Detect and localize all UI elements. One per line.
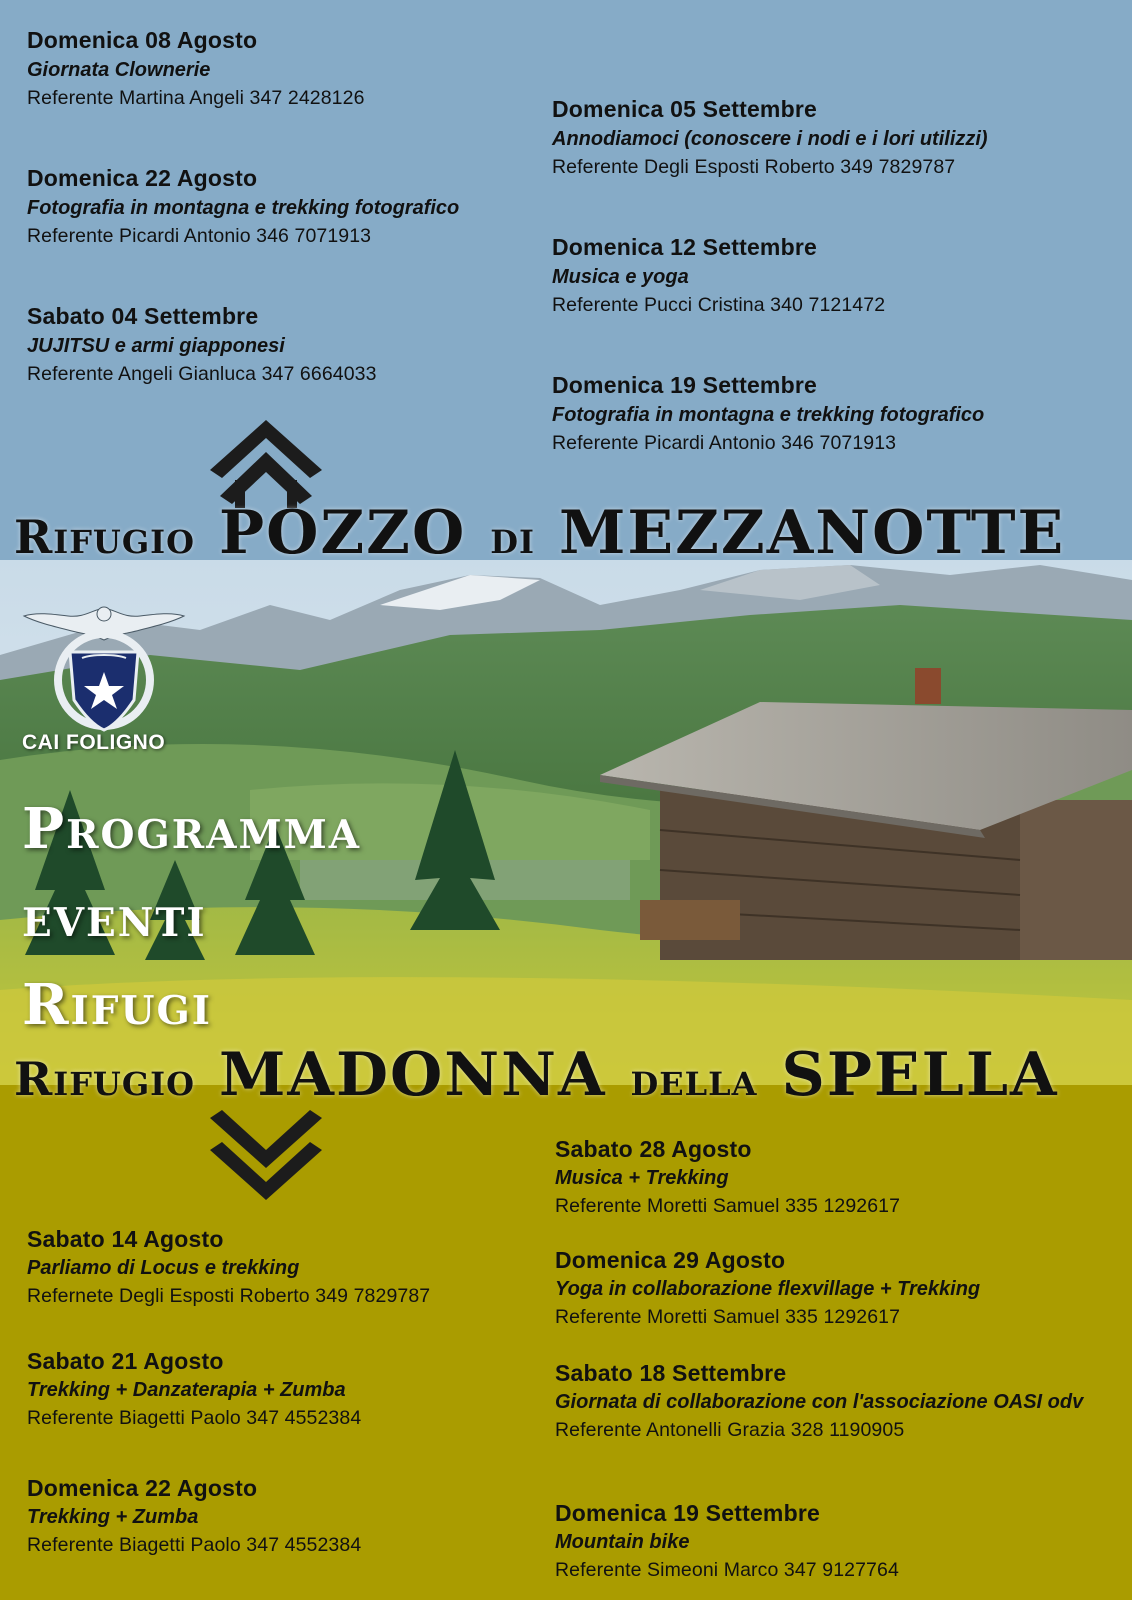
event-title: Fotografia in montagna e trekking fotografico bbox=[552, 403, 985, 426]
event-title: Trekking + Danzaterapia + Zumba bbox=[27, 1378, 346, 1401]
event-referent: Referente Angeli Gianluca 347 6664033 bbox=[27, 362, 377, 385]
event-date: Sabato 04 Settembre bbox=[27, 303, 259, 329]
event-item bbox=[27, 1348, 361, 1430]
event-date: Sabato 18 Settembre bbox=[555, 1360, 787, 1386]
event-date: Sabato 21 Agosto bbox=[27, 1348, 224, 1374]
event-date: Domenica 22 Agosto bbox=[27, 1475, 258, 1501]
event-item bbox=[552, 96, 988, 179]
event-item bbox=[555, 1500, 899, 1582]
event-item bbox=[552, 372, 984, 455]
event-referent: Referente Picardi Antonio 346 7071913 bbox=[552, 431, 897, 454]
heading-word: POZZO bbox=[219, 498, 467, 568]
program-line: Programma bbox=[22, 796, 362, 862]
cai-foligno-caption: CAI FOLIGNO bbox=[22, 731, 166, 754]
event-item bbox=[555, 1360, 1095, 1442]
event-item bbox=[27, 303, 377, 386]
event-date: Domenica 19 Settembre bbox=[552, 372, 817, 398]
event-date: Domenica 05 Settembre bbox=[552, 96, 817, 122]
up-arrow-icon bbox=[208, 418, 324, 510]
event-referent: Referente Moretti Samuel 335 1292617 bbox=[555, 1305, 901, 1328]
event-referent: Referente Moretti Samuel 335 1292617 bbox=[555, 1194, 901, 1217]
heading-word: di bbox=[490, 510, 535, 564]
event-date: Domenica 19 Settembre bbox=[555, 1500, 820, 1526]
heading-word: della bbox=[630, 1052, 758, 1106]
program-line: eventi bbox=[22, 884, 207, 950]
pozzo-heading bbox=[14, 498, 1065, 568]
event-referent: Refernete Degli Esposti Roberto 349 7829787 bbox=[27, 1284, 431, 1307]
event-title: Musica e yoga bbox=[552, 265, 689, 288]
down-arrow-icon bbox=[208, 1110, 324, 1202]
event-date: Domenica 08 Agosto bbox=[27, 27, 258, 53]
event-referent: Referente Degli Esposti Roberto 349 7829787 bbox=[552, 155, 956, 178]
heading-word: MEZZANOTTE bbox=[558, 498, 1066, 568]
spella-heading bbox=[14, 1040, 1059, 1110]
program-line: Rifugi bbox=[22, 972, 213, 1038]
event-item bbox=[555, 1136, 900, 1218]
event-referent: Referente Picardi Antonio 346 7071913 bbox=[27, 224, 372, 247]
event-item bbox=[27, 1226, 430, 1308]
event-item bbox=[555, 1247, 980, 1329]
heading-word: Rifugio bbox=[14, 510, 195, 564]
event-title: Yoga in collaborazione flexvillage + Trekking bbox=[555, 1277, 981, 1300]
event-title: Fotografia in montagna e trekking fotografico bbox=[27, 196, 460, 219]
event-date: Sabato 14 Agosto bbox=[27, 1226, 224, 1252]
heading-word: MADONNA bbox=[219, 1040, 607, 1110]
event-title: Giornata di collaborazione con l'associazione OASI odv bbox=[555, 1390, 1084, 1413]
event-title: Giornata Clownerie bbox=[27, 58, 211, 81]
event-title: Mountain bike bbox=[555, 1530, 690, 1553]
event-title: Trekking + Zumba bbox=[27, 1505, 199, 1528]
event-referent: Referente Biagetti Paolo 347 4552384 bbox=[27, 1533, 362, 1556]
event-referent: Referente Pucci Cristina 340 7121472 bbox=[552, 293, 886, 316]
heading-word: SPELLA bbox=[781, 1040, 1059, 1110]
event-item bbox=[27, 1475, 361, 1557]
event-date: Domenica 29 Agosto bbox=[555, 1247, 786, 1273]
event-referent: Referente Antonelli Grazia 328 1190905 bbox=[555, 1418, 905, 1441]
event-title: Parliamo di Locus e trekking bbox=[27, 1256, 300, 1279]
event-title: Musica + Trekking bbox=[555, 1166, 729, 1189]
event-date: Sabato 28 Agosto bbox=[555, 1136, 752, 1162]
program-title bbox=[22, 785, 361, 1049]
event-referent: Referente Martina Angeli 347 2428126 bbox=[27, 86, 365, 109]
event-item bbox=[552, 234, 885, 317]
event-title: JUJITSU e armi giapponesi bbox=[27, 334, 285, 357]
event-date: Domenica 12 Settembre bbox=[552, 234, 817, 260]
event-referent: Referente Biagetti Paolo 347 4552384 bbox=[27, 1406, 362, 1429]
event-item bbox=[27, 165, 459, 248]
event-referent: Referente Simeoni Marco 347 9127764 bbox=[555, 1558, 899, 1581]
event-item bbox=[27, 27, 365, 110]
event-date: Domenica 22 Agosto bbox=[27, 165, 258, 191]
heading-word: Rifugio bbox=[14, 1052, 195, 1106]
event-title: Annodiamoci (conoscere i nodi e i lori utilizzi) bbox=[552, 127, 988, 150]
